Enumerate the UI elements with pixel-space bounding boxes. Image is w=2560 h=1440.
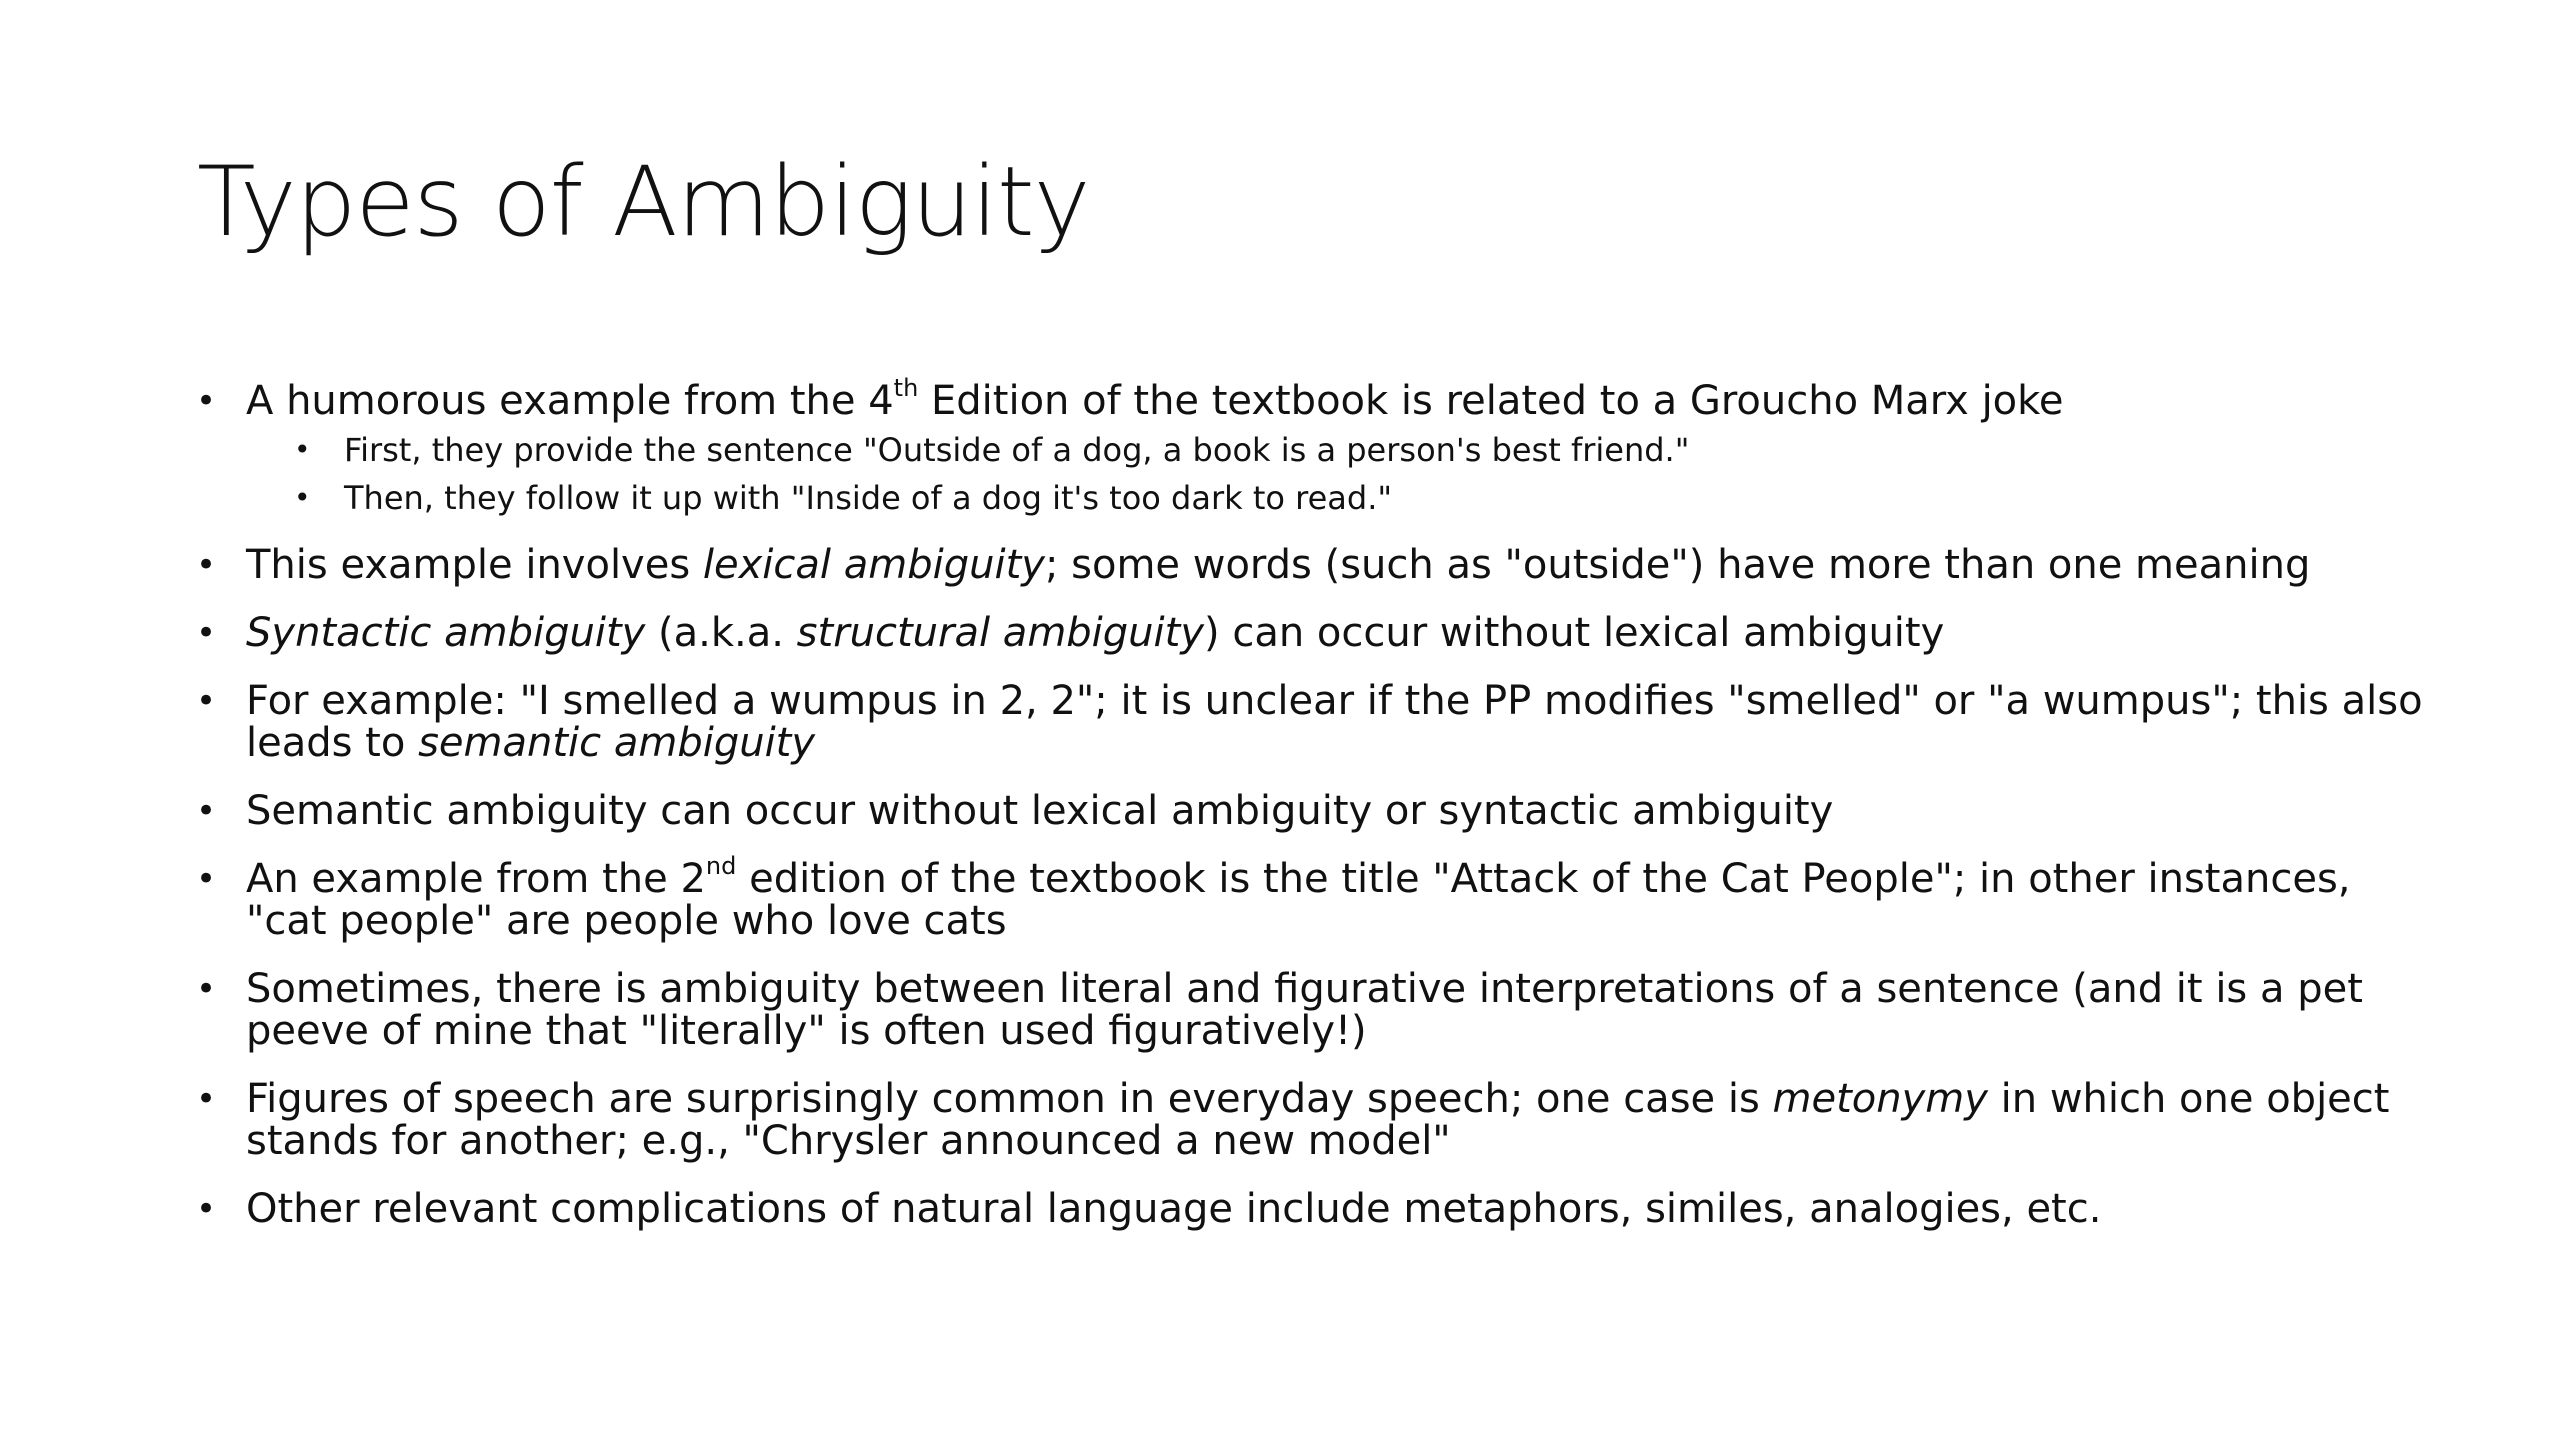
- emphasis-term: structural ambiguity: [796, 610, 1204, 656]
- sub-bullet-item: [294, 430, 2426, 470]
- bullet-text: Semantic ambiguity can occur without lexical ambiguity or syntactic ambiguity: [246, 788, 1834, 834]
- bullet-text: For example: "I smelled a wumpus in 2, 2"; it is unclear if the PP modifies "smelled" or "a wumpus"; this also leads to: [246, 678, 2423, 766]
- bullet-text: Sometimes, there is ambiguity between literal and figurative interpretations of a sentence (and it is a pet peeve of mine that "literally" is often used figuratively!): [246, 966, 2363, 1054]
- bullet-icon: •: [294, 433, 311, 466]
- bullet-item: [196, 852, 2426, 944]
- sub-bullet-item: [294, 478, 2426, 518]
- bullet-item: [196, 544, 2426, 586]
- sub-bullet-text: First, they provide the sentence "Outside of a dog, a book is a person's best friend.": [344, 431, 1690, 469]
- bullet-item: [196, 374, 2426, 518]
- bullet-icon: •: [196, 1189, 217, 1229]
- bullet-icon: •: [196, 859, 217, 899]
- bullet-icon: •: [196, 613, 217, 653]
- bullet-text: Other relevant complications of natural language include metaphors, similes, analogies, etc.: [246, 1186, 2102, 1232]
- bullet-icon: •: [294, 481, 311, 514]
- bullet-text: ; some words (such as "outside") have more than one meaning: [1044, 542, 2311, 588]
- bullet-text: This example involves: [246, 542, 703, 588]
- emphasis-term: lexical ambiguity: [702, 542, 1045, 588]
- bullet-item: [196, 612, 2426, 654]
- ordinal-suffix: th: [893, 374, 919, 402]
- sub-bullet-text: Then, they follow it up with "Inside of a dog it's too dark to read.": [344, 479, 1393, 517]
- bullet-icon: •: [196, 681, 217, 721]
- bullet-text: ) can occur without lexical ambiguity: [1204, 610, 1945, 656]
- bullet-text: Figures of speech are surprisingly common in everyday speech; one case is: [246, 1076, 1773, 1122]
- bullet-item: [196, 1078, 2426, 1162]
- bullet-item: [196, 790, 2426, 832]
- bullet-text: in which one object stands for another; e.g., "Chrysler announced a new model": [246, 1076, 2390, 1164]
- bullet-text: (a.k.a.: [645, 610, 797, 656]
- bullet-text: Edition of the textbook is related to a Groucho Marx joke: [918, 378, 2064, 424]
- emphasis-term: Syntactic ambiguity: [246, 610, 646, 656]
- bullet-item: [196, 1188, 2426, 1230]
- emphasis-term: metonymy: [1772, 1076, 1988, 1122]
- sub-bullet-list: [246, 430, 2426, 518]
- bullet-icon: •: [196, 969, 217, 1009]
- bullet-item: [196, 680, 2426, 764]
- ordinal-suffix: nd: [705, 852, 737, 880]
- bullet-icon: •: [196, 791, 217, 831]
- bullet-text: edition of the textbook is the title "Attack of the Cat People"; in other instances, "cat people" are people who love cats: [246, 856, 2351, 944]
- bullet-item: [196, 968, 2426, 1052]
- emphasis-term: semantic ambiguity: [418, 720, 816, 766]
- bullet-text: An example from the 2: [246, 856, 706, 902]
- bullet-list: [196, 374, 2426, 1256]
- bullet-icon: •: [196, 1079, 217, 1119]
- bullet-icon: •: [196, 545, 217, 585]
- bullet-icon: •: [196, 381, 217, 421]
- bullet-text: A humorous example from the 4: [246, 378, 894, 424]
- slide-title: Types of Ambiguity: [197, 146, 1090, 258]
